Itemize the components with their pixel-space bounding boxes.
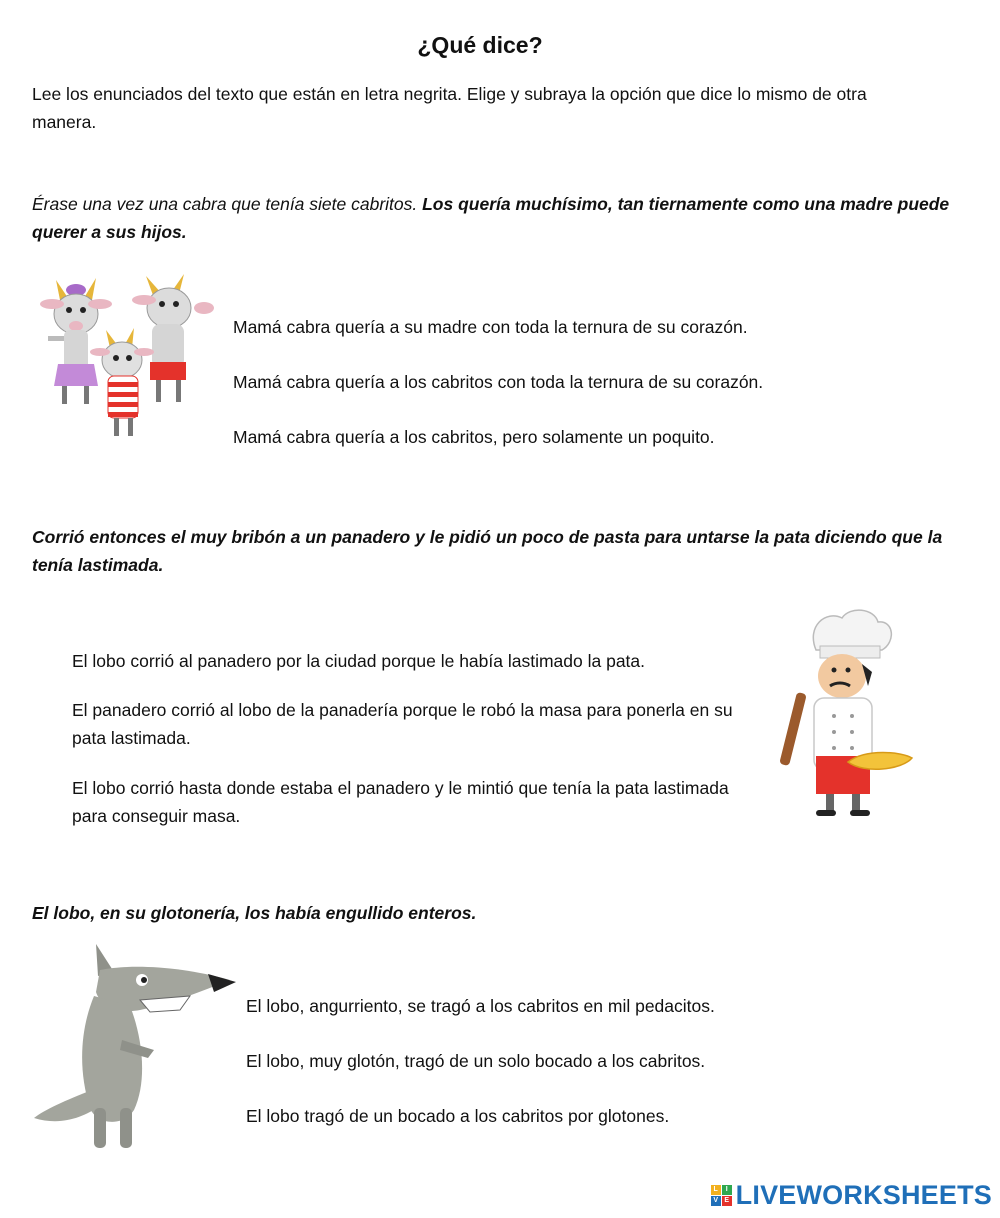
section-3-intro: [32, 899, 952, 927]
goat-middle: [90, 328, 154, 436]
section-2-option-2[interactable]: El panadero corrió al lobo de la panadería porque le robó la masa para ponerla en su pata lastimada.: [72, 700, 733, 748]
goat-right: [132, 274, 214, 402]
section-3-option-1[interactable]: El lobo, angurriento, se tragó a los cabritos en mil pedacitos.: [246, 996, 715, 1016]
page-title: ¿Qué dice?: [417, 32, 543, 58]
brand-logo-letter-v: V: [711, 1196, 721, 1206]
section-2-intro: [32, 523, 952, 579]
section-1-option-3[interactable]: Mamá cabra quería a los cabritos, pero solamente un poquito.: [233, 427, 715, 447]
brand-logo-letter-l: L: [711, 1185, 721, 1195]
goats-illustration: [34, 268, 219, 446]
baker-illustration: [776, 606, 916, 826]
instructions: Lee los enunciados del texto que están en letra negrita. Elige y subraya la opción que dice lo mismo de otra manera.: [32, 84, 867, 132]
brand-footer[interactable]: [711, 1180, 992, 1211]
brand-logo-icon: [711, 1185, 732, 1206]
brand-logo-letter-i: I: [722, 1185, 732, 1195]
section-3-option-3[interactable]: El lobo tragó de un bocado a los cabritos por glotones.: [246, 1106, 670, 1126]
section-1-intro: [32, 190, 952, 246]
section-2-option-3[interactable]: El lobo corrió hasta donde estaba el panadero y le mintió que tenía la pata lastimada para conseguir masa.: [72, 778, 729, 826]
section-2-option-1[interactable]: El lobo corrió al panadero por la ciudad porque le había lastimado la pata.: [72, 651, 646, 671]
section-1-option-1[interactable]: Mamá cabra quería a su madre con toda la ternura de su corazón.: [233, 317, 748, 337]
section-1-option-2[interactable]: Mamá cabra quería a los cabritos con toda la ternura de su corazón.: [233, 372, 764, 392]
brand-name: LIVEWORKSHEETS: [735, 1180, 992, 1210]
section-3-option-2[interactable]: El lobo, muy glotón, tragó de un solo bocado a los cabritos.: [246, 1051, 706, 1071]
section-3-intro-bold: El lobo, en su glotonería, los había engullido enteros.: [32, 903, 477, 923]
section-2-intro-bold: Corrió entonces el muy bribón a un panadero y le pidió un poco de pasta para untarse la pata diciendo que la tenía lastimada.: [32, 527, 943, 575]
section-1-intro-plain: Érase una vez una cabra que tenía siete cabritos.: [32, 194, 423, 214]
section-1-intro-bold: Los quería muchísimo, tan tiernamente como una madre puede querer a sus hijos.: [32, 194, 950, 242]
goat-left: [40, 278, 112, 404]
brand-logo-letter-e: E: [722, 1196, 732, 1206]
wolf-illustration: [30, 940, 240, 1155]
